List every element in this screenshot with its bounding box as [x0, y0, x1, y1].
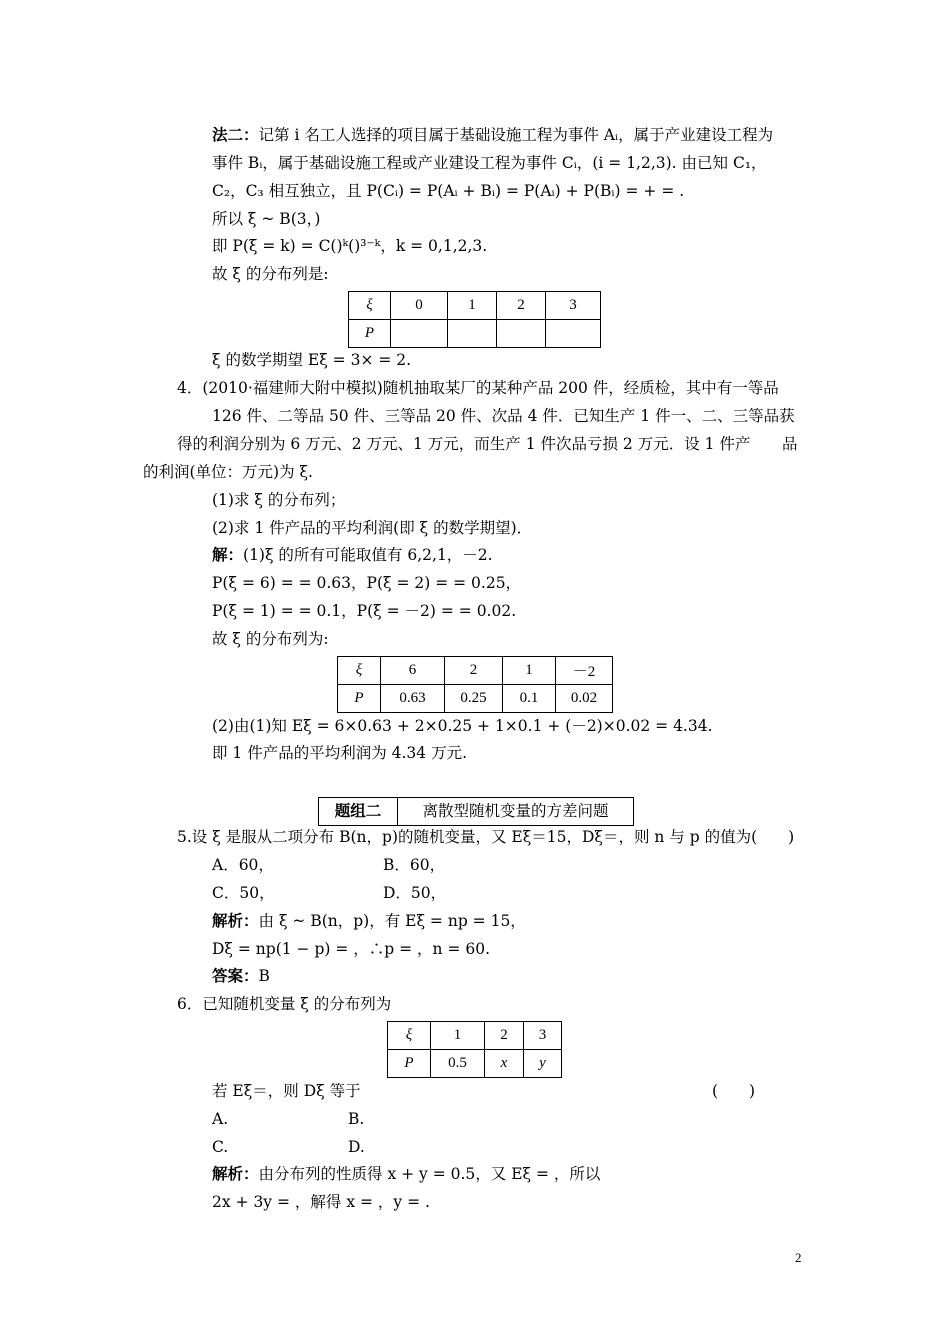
- table-cell: 2: [485, 1022, 524, 1050]
- solution-label: 解：: [212, 545, 244, 564]
- section-banner-title: 离散型随机变量的方差问题: [422, 802, 609, 820]
- q6-option-c: C.: [212, 1138, 229, 1156]
- q4-line1: 4．(2010·福建师大附中模拟)随机抽取某厂的某种产品 200 件，经质检，其中有一等品: [177, 379, 779, 397]
- method2-distribution-table: [348, 291, 601, 348]
- table-row: [388, 1022, 562, 1050]
- method2-line2: 事件 Bᵢ，属于基础设施工程或产业建设工程为事件 Cᵢ，(i = 1,2,3). 由已知 C₁，: [212, 154, 767, 172]
- table-cell: [497, 320, 546, 348]
- table-cell: ξ: [349, 292, 391, 320]
- method2-line5: 即 P(ξ = k) = C()ᵏ()³⁻ᵏ，k = 0,1,2,3.: [212, 237, 488, 255]
- q4-line3-end: 品: [782, 435, 798, 453]
- analysis-label: 解析：: [212, 911, 259, 930]
- q5-answer: [212, 966, 270, 986]
- q4-line2: 126 件、二等品 50 件、三等品 20 件、次品 4 件．已知生产 1 件一、二、三等品获: [212, 407, 795, 425]
- table-cell: 1: [431, 1022, 485, 1050]
- table-cell: 1: [503, 657, 556, 685]
- method2-line1: [212, 125, 773, 145]
- table-cell: 2: [445, 657, 503, 685]
- q6-answer-paren: ( ): [712, 1082, 756, 1100]
- table-row: [349, 320, 601, 348]
- table-cell: [391, 320, 448, 348]
- q5-stem: 5.设 ξ 是服从二项分布 B(n，p)的随机变量，又 Eξ＝15，Dξ＝，则 n 与 p 的值为( ): [177, 828, 795, 846]
- q4-sol1-text: (1)ξ 的所有可能取值有 6,2,1，－2.: [243, 546, 493, 564]
- method2-label: 法二：: [212, 125, 259, 144]
- q6-analysis1-text: 由分布列的性质得 x + y = 0.5，又 Eξ = ，所以: [258, 1165, 601, 1183]
- q6-option-d: D.: [348, 1138, 365, 1156]
- table-cell: 0.63: [381, 685, 445, 713]
- table-cell: 6: [381, 657, 445, 685]
- table-cell: ξ: [338, 657, 381, 685]
- q6-option-b: B.: [348, 1110, 365, 1128]
- q4-sol4: 故 ξ 的分布列为:: [212, 630, 329, 648]
- table-cell: ξ: [388, 1022, 431, 1050]
- q4-sub2: (2)求 1 件产品的平均利润(即 ξ 的数学期望)．: [212, 519, 533, 537]
- q4-sub1: (1)求 ξ 的分布列；: [212, 491, 346, 509]
- table-cell: 0.02: [556, 685, 613, 713]
- table-cell: P: [388, 1050, 431, 1078]
- q4-sol1: [212, 545, 493, 565]
- method2-line4: 所以 ξ ~ B(3，): [212, 210, 321, 228]
- q4-sol2: P(ξ = 6) = = 0.63，P(ξ = 2) = = 0.25，: [212, 574, 522, 592]
- q4-line3: 得的利润分别为 6 万元、2 万元、1 万元，而生产 1 件次品亏损 2 万元．设 1 件产: [177, 435, 751, 453]
- q5-option-c: C．50，: [212, 884, 275, 902]
- page-number: 2: [795, 1250, 802, 1265]
- q6-stem: 6．已知随机变量 ξ 的分布列为: [177, 995, 392, 1013]
- method2-line6: 故 ξ 的分布列是:: [212, 265, 329, 283]
- q4-sol5: (2)由(1)知 Eξ = 6×0.63 + 2×0.25 + 1×0.1 + (－2)×0.02 = 4.34.: [212, 717, 713, 735]
- q4-line4: 的利润(单位：万元)为 ξ.: [143, 463, 313, 481]
- method2-line1-text: 记第 i 名工人选择的项目属于基础设施工程为事件 Aᵢ，属于产业建设工程为: [258, 126, 774, 144]
- table-cell: P: [349, 320, 391, 348]
- q5-option-d: D．50，: [383, 884, 447, 902]
- q5-analysis2: Dξ = np(1 − p) = ，∴p = ，n = 60.: [212, 940, 491, 958]
- q4-distribution-table: [337, 656, 613, 713]
- q6-distribution-table: [387, 1021, 562, 1078]
- table-cell: 0.1: [503, 685, 556, 713]
- table-cell: x: [485, 1050, 524, 1078]
- table-cell: [546, 320, 601, 348]
- section-banner: [318, 797, 634, 826]
- table-cell: 1: [448, 292, 497, 320]
- q4-sol6: 即 1 件产品的平均利润为 4.34 万元.: [212, 744, 468, 762]
- table-row: [338, 685, 613, 713]
- q6-line1: 若 Eξ＝，则 Dξ 等于: [212, 1082, 361, 1100]
- q4-sol3: P(ξ = 1) = = 0.1，P(ξ = －2) = = 0.02.: [212, 602, 517, 620]
- q5-option-b: B．60，: [383, 856, 446, 874]
- analysis-label: 解析：: [212, 1164, 259, 1183]
- table-cell: y: [524, 1050, 562, 1078]
- table-row: [388, 1050, 562, 1078]
- table-cell: 0.5: [431, 1050, 485, 1078]
- q5-option-a: A．60，: [212, 856, 274, 874]
- table-cell: 0.25: [445, 685, 503, 713]
- q6-analysis2: 2x + 3y = ，解得 x = ，y = .: [212, 1193, 430, 1211]
- table-cell: [448, 320, 497, 348]
- table-row: [349, 292, 601, 320]
- q5-answer-value: B: [258, 967, 270, 985]
- q5-analysis1-text: 由 ξ ~ B(n，p)，有 Eξ = np = 15，: [258, 912, 526, 930]
- q6-analysis1: [212, 1164, 600, 1184]
- q6-option-a: A.: [212, 1110, 229, 1128]
- section-banner-label: 题组二: [319, 798, 398, 825]
- method2-line3: C₂，C₃ 相互独立，且 P(Cᵢ) = P(Aᵢ + Bᵢ) = P(Aᵢ) + P(Bᵢ) = + = .: [212, 182, 685, 200]
- table-cell: 3: [546, 292, 601, 320]
- table-cell: P: [338, 685, 381, 713]
- table-cell: 0: [391, 292, 448, 320]
- q5-analysis1: [212, 911, 526, 931]
- method2-expectation: ξ 的数学期望 Eξ = 3× = 2.: [212, 351, 412, 369]
- answer-label: 答案：: [212, 966, 259, 985]
- table-cell: －2: [556, 657, 613, 685]
- table-cell: 3: [524, 1022, 562, 1050]
- table-cell: 2: [497, 292, 546, 320]
- table-row: [338, 657, 613, 685]
